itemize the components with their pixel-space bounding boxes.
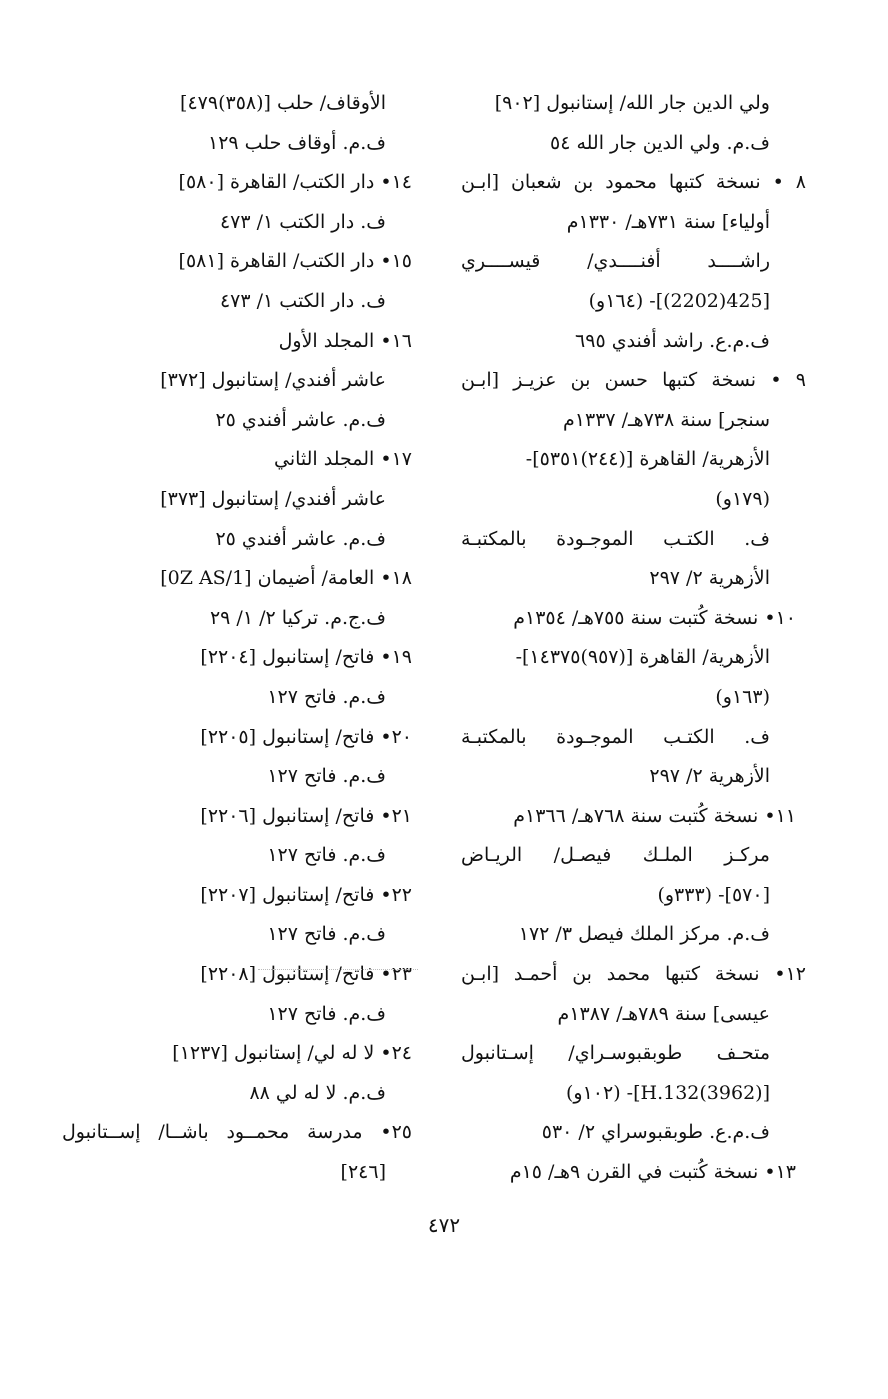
text-line: متحـف طوبقبوسـراي/ إسـتانبول [461, 1042, 770, 1065]
entry-line: ٢٤• لا له لي/ إستانبول [١٢٣٧] [172, 1042, 412, 1065]
right-column [461, 84, 806, 1193]
text-line: ف.ج.م. تركيا ٢/ ١/ ٢٩ [209, 606, 386, 629]
text-line: ف.م. لا له لي ٨٨ [249, 1081, 386, 1104]
text-line: راشــــد أفنــــدي/ قيســــري [461, 250, 770, 273]
entry-line: ٨ • نسخة كتبها محمود بن شعبان [ابـن [461, 171, 806, 194]
text-line: ف.م. ولي الدين جار الله ٥٤ [549, 131, 770, 154]
entry-line: ١٧• المجلد الثاني [273, 448, 412, 471]
text-line: (١٧٩و) [715, 487, 770, 510]
entry-line: ١١• نسخة كُتبت سنة ٧٦٨هـ/ ١٣٦٦م [513, 804, 796, 827]
text-line: (١٦٣و) [715, 685, 770, 708]
text-line: ولي الدين جار الله/ إستانبول [٩٠٢] [494, 92, 770, 114]
entry-line: ٢٥• مدرسة محمــود باشــا/ إســتانبول [62, 1121, 412, 1144]
text-line: ف.م. فاتح ١٢٧ [267, 1002, 386, 1025]
text-line: ف. الكتـب الموجـودة بالمكتبـة [461, 725, 770, 748]
entry-line: ١٣• نسخة كُتبت في القرن ٩هـ/ ١٥م [509, 1161, 796, 1184]
text-line: الأزهرية ٢/ ٢٩٧ [649, 567, 770, 590]
text-line: [٢٤٦] [340, 1161, 386, 1184]
text-line: ف.م. مركز الملك فيصل ٣/ ١٧٢ [518, 923, 770, 946]
text-line: ف.م. فاتح ١٢٧ [267, 844, 386, 867]
entry-line: ١٥• دار الكتب/ القاهرة [٥٨١] [178, 250, 412, 273]
left-column [62, 84, 422, 1193]
text-line: أولياء] سنة ٧٣١هـ/ ١٣٣٠م [566, 210, 770, 233]
text-line: الأزهرية ٢/ ٢٩٧ [649, 765, 770, 788]
text-line: الأوقاف/ حلب [(٣٥٨)٤٧٩] [180, 92, 386, 114]
text-line: ف. دار الكتب ١/ ٤٧٣ [219, 289, 386, 312]
text-line: [425(2202)]- (١٦٤و) [588, 289, 770, 312]
text-line: ف. دار الكتب ١/ ٤٧٣ [219, 210, 386, 233]
text-line: ف.م. عاشر أفندي ٢٥ [215, 408, 386, 431]
entry-line: ١٤• دار الكتب/ القاهرة [٥٨٠] [178, 171, 412, 194]
text-line: ف.م. أوقاف حلب ١٢٩ [208, 131, 386, 154]
scan-artifact-dots [258, 969, 418, 970]
text-line: الأزهرية/ القاهرة [(٩٥٧)١٤٣٧٥]- [515, 646, 770, 669]
text-line: ف.م. فاتح ١٢٧ [267, 923, 386, 946]
entry-line: ١٢• نسخة كتبها محمد بن أحمـد [ابـن [461, 963, 806, 986]
entry-line: ١٠• نسخة كُتبت سنة ٧٥٥هـ/ ١٣٥٤م [513, 606, 796, 629]
entry-line: ٢٠• فاتح/ إستانبول [٢٢٠٥] [200, 725, 412, 748]
text-line: الأزهرية/ القاهرة [(٢٤٤)٥٣٥١]- [525, 448, 770, 471]
text-line: مركـز الملـك فيصـل/ الريـاض [461, 844, 770, 867]
text-line: [H.132(3962)]- (١٠٢و) [566, 1081, 770, 1104]
entry-line: ١٦• المجلد الأول [278, 329, 412, 352]
text-line: عاشر أفندي/ إستانبول [٣٧٣] [160, 487, 386, 510]
page-number: ٤٧٢ [427, 1213, 461, 1237]
text-line: ف.م.ع. راشد أفندي ٦٩٥ [575, 329, 770, 352]
entry-line: ٢١• فاتح/ إستانبول [٢٢٠٦] [200, 804, 412, 827]
text-line: ف.م. عاشر أفندي ٢٥ [215, 527, 386, 550]
entry-line: ١٨• العامة/ أضيمان [0Z AS/1] [160, 567, 412, 590]
text-line: سنجر] سنة ٧٣٨هـ/ ١٣٣٧م [563, 408, 770, 431]
text-line: ف.م.ع. طوبقبوسراي ٢/ ٥٣٠ [541, 1121, 770, 1144]
text-line: ف.م. فاتح ١٢٧ [267, 765, 386, 788]
entry-line: ٢٣• فاتح/ إستانبول [٢٢٠٨] [200, 963, 412, 986]
text-line: ف.م. فاتح ١٢٧ [267, 685, 386, 708]
entry-line: ١٩• فاتح/ إستانبول [٢٢٠٤] [200, 646, 412, 669]
text-line: [٥٧٠]- (٣٣٣و) [657, 883, 770, 906]
text-line: ف. الكتـب الموجـودة بالمكتبـة [461, 527, 770, 550]
entry-line: ٢٢• فاتح/ إستانبول [٢٢٠٧] [200, 883, 412, 906]
text-line: عيسى] سنة ٧٨٩هـ/ ١٣٨٧م [557, 1002, 770, 1025]
entry-line: ٩ • نسخة كتبها حسن بن عزيـز [ابـن [461, 369, 806, 392]
text-line: عاشر أفندي/ إستانبول [٣٧٢] [160, 369, 386, 392]
